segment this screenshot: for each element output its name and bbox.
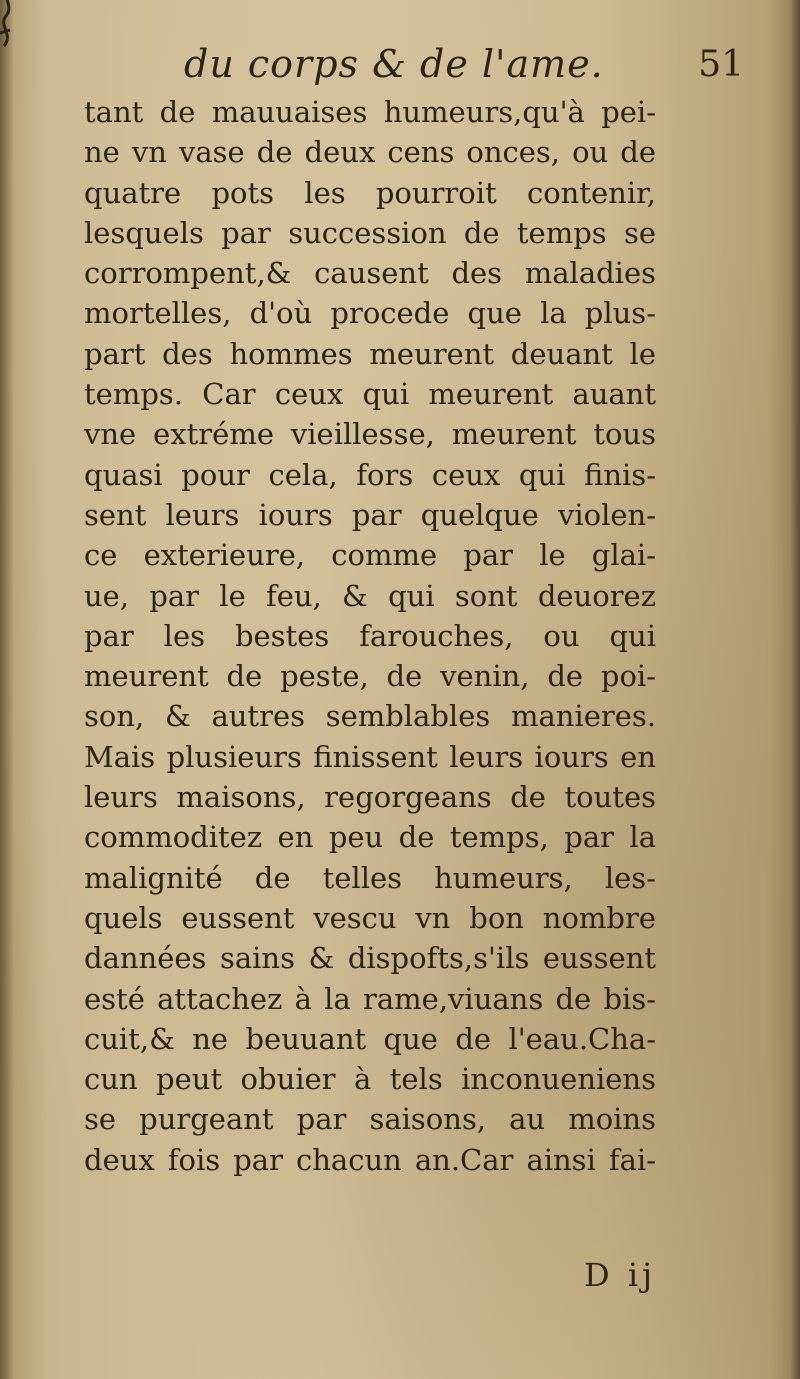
text-line: par les bestes farouches, ou qui (84, 618, 656, 653)
text-line: mortelles, d'où procede que la plus- (84, 296, 656, 331)
text-line: son, & autres semblables manieres. (84, 699, 656, 734)
text-line: tant de mauuaises humeurs,qu'à pei- (84, 95, 656, 129)
text-line: leurs maisons, regorgeans de toutes (84, 780, 656, 815)
text-line: dannées sains & dispofts,s'ils eussent (84, 941, 656, 976)
text-line: quasi pour cela, fors ceux qui finis- (84, 457, 656, 492)
text-line: deux fois par chacun an.Car ainsi fai- (84, 1142, 656, 1177)
text-line: cun peut obuier à tels inconueniens (84, 1062, 656, 1097)
ink-flourish-icon (0, 0, 40, 66)
running-title: du corps & de l'ame. (184, 42, 604, 86)
text-line: ne vn vase de deux cens onces, ou de (84, 135, 656, 170)
text-line: malignité de telles humeurs, les- (84, 860, 656, 895)
text-line: sent leurs iours par quelque violen- (84, 497, 656, 532)
running-header (84, 38, 744, 98)
text-line: ce exterieure, comme par le glai- (84, 538, 656, 573)
text-line: cuit,& ne beuuant que de l'eau.Cha- (84, 1021, 656, 1056)
text-line: quatre pots les pourroit contenir, (84, 175, 656, 210)
signature-mark: D ij (584, 1256, 656, 1294)
text-line: lesquels par succession de temps se (84, 215, 656, 250)
text-line: part des hommes meurent deuant le (84, 336, 656, 371)
text-line: corrompent,& causent des maladies (84, 256, 656, 291)
body-text (84, 92, 656, 1180)
page-number: 51 (698, 44, 744, 85)
text-line: temps. Car ceux qui meurent auant (84, 377, 656, 412)
text-line: Mais plusieurs finissent leurs iours en (84, 739, 656, 774)
text-line: ue, par le feu, & qui sont deuorez (84, 578, 656, 613)
text-line: esté attachez à la rame,viuans de bis- (84, 981, 656, 1016)
page-footer (84, 1256, 656, 1306)
text-line: se purgeant par saisons, au moins (84, 1102, 656, 1137)
text-line: meurent de peste, de venin, de poi- (84, 659, 656, 694)
text-line: commoditez en peu de temps, par la (84, 820, 656, 855)
text-line: quels eussent vescu vn bon nombre (84, 900, 656, 935)
text-line: vne extréme vieillesse, meurent tous (84, 417, 656, 452)
